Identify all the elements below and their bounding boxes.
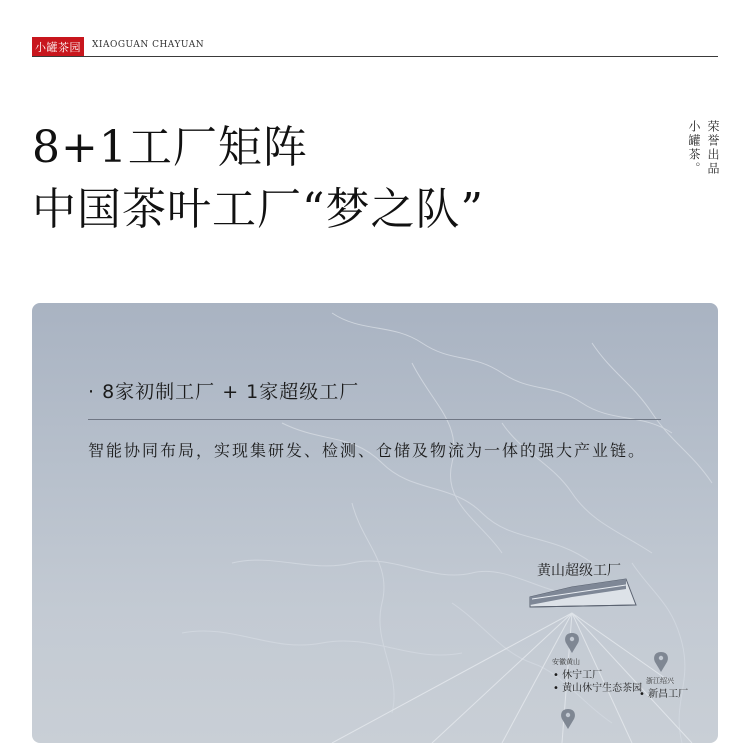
feature-divider bbox=[88, 419, 661, 420]
marker-item: • 休宁工厂 bbox=[553, 670, 603, 681]
marker-item: • 黄山休宁生态茶园 bbox=[553, 683, 643, 694]
marker-item: • 新昌工厂 bbox=[639, 689, 689, 700]
brand-logo: 小罐茶园 bbox=[32, 37, 84, 56]
header-divider bbox=[32, 56, 718, 57]
headline-line-2: 中国茶叶工厂“梦之队” bbox=[32, 184, 484, 235]
feature-title: · 8家初制工厂 + 1家超级工厂 bbox=[88, 381, 360, 403]
headline-line-1: 8+1工厂矩阵 bbox=[32, 122, 308, 173]
marker-region-zhejiang: 浙江绍兴 bbox=[646, 677, 674, 685]
feature-description: 智能协同布局，实现集研发、检测、仓储及物流为一体的强大产业链。 bbox=[88, 441, 647, 460]
side-text-honor: 荣誉出品 bbox=[706, 120, 720, 176]
brand-english-name: XIAOGUAN CHAYUAN bbox=[92, 40, 205, 50]
location-pin-icon bbox=[565, 633, 579, 653]
super-factory-label: 黄山超级工厂 bbox=[537, 563, 621, 579]
location-pin-icon bbox=[654, 652, 668, 672]
marker-region-anhui: 安徽黄山 bbox=[552, 658, 580, 666]
china-map-background bbox=[32, 303, 718, 743]
factory-building-icon bbox=[530, 579, 636, 607]
factory-map-card bbox=[32, 303, 718, 743]
side-text-brand: 小罐茶。 bbox=[687, 120, 701, 176]
